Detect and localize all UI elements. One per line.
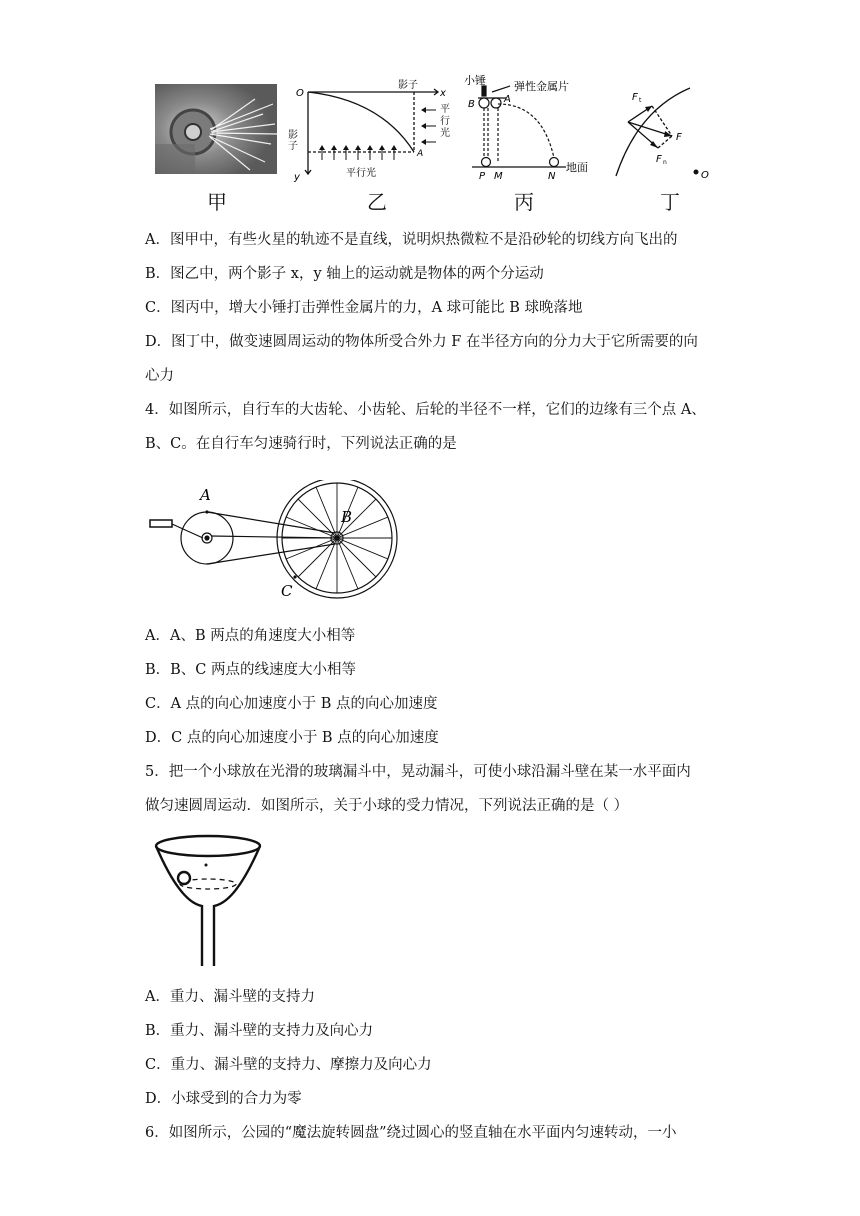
q6-stem-line1: 6．如图所示，公园的“魔法旋转圆盘”绕过圆心的竖直轴在水平面内匀速转动，一小 — [145, 1125, 677, 1141]
label-shadow-top: 影子 — [398, 80, 418, 91]
q4-stem-line1: 4．如图所示，自行车的大齿轮、小齿轮、后轮的半径不一样，它们的边缘有三个点 A、 — [145, 402, 706, 418]
q3-option-d-cont: 心力 — [145, 368, 174, 384]
label-A: A — [200, 486, 211, 504]
label-Ft: F — [632, 92, 638, 103]
label-F: F — [676, 132, 682, 143]
caption-bing: 丙 — [514, 190, 534, 214]
q5-option-b: B．重力、漏斗壁的支持力及向心力 — [145, 1023, 374, 1039]
label-Ft-sub: t — [639, 97, 642, 104]
label-M: M — [494, 171, 503, 182]
label-y: y — [294, 172, 300, 183]
q3-option-d: D．图丁中，做变速圆周运动的物体所受合外力 F 在半径方向的分力大于它所需要的向 — [145, 334, 698, 350]
q4-option-b: B．B、C 两点的线速度大小相等 — [145, 662, 357, 678]
label-A: A — [417, 149, 424, 159]
label-plate: 弹性金属片 — [514, 80, 569, 93]
caption-yi: 乙 — [367, 190, 387, 214]
label-A: A — [504, 94, 511, 105]
label-parallel-bottom: 平行光 — [346, 168, 376, 179]
label-P: P — [479, 171, 486, 182]
figure-ding-diagram — [608, 82, 712, 182]
label-B: B — [341, 508, 353, 526]
q4-stem-line2: B、C。在自行车匀速骑行时，下列说法正确的是 — [145, 436, 457, 452]
figure-jia-photo — [155, 84, 277, 174]
figure-funnel — [150, 832, 270, 968]
q5-option-c: C．重力、漏斗壁的支持力、摩擦力及向心力 — [145, 1057, 432, 1073]
label-parallel-right: 平行光 — [440, 104, 450, 139]
q5-stem-line2: 做匀速圆周运动．如图所示，关于小球的受力情况，下列说法正确的是（ ） — [145, 798, 629, 814]
label-N: N — [548, 171, 556, 182]
q4-option-c: C．A 点的向心加速度小于 B 点的向心加速度 — [145, 696, 438, 712]
label-B: B — [468, 99, 475, 110]
q4-option-d: D．C 点的向心加速度小于 B 点的向心加速度 — [145, 730, 439, 746]
q4-option-a: A．A、B 两点的角速度大小相等 — [145, 628, 356, 644]
label-shadow-left: 影子 — [288, 130, 298, 152]
label-ground: 地面 — [566, 161, 588, 174]
label-O: O — [701, 170, 709, 181]
label-C: C — [281, 582, 293, 600]
label-Fn-sub: n — [663, 159, 667, 166]
caption-jia: 甲 — [207, 190, 227, 214]
figure-bicycle — [145, 480, 415, 605]
label-x: x — [440, 88, 446, 99]
label-O: O — [296, 88, 304, 99]
label-hammer: 小锤 — [464, 74, 486, 87]
caption-ding: 丁 — [660, 190, 680, 214]
label-Fn: F — [656, 154, 662, 165]
figure-yi-diagram — [286, 78, 448, 184]
q3-option-c: C．图丙中，增大小锤打击弹性金属片的力，A 球可能比 B 球晚落地 — [145, 300, 583, 316]
q3-option-a: A．图甲中，有些火星的轨迹不是直线，说明炽热微粒不是沿砂轮的切线方向飞出的 — [145, 232, 678, 248]
q5-option-d: D．小球受到的合力为零 — [145, 1091, 302, 1107]
q3-option-b: B．图乙中，两个影子 x，y 轴上的运动就是物体的两个分运动 — [145, 266, 544, 282]
q5-stem-line1: 5．把一个小球放在光滑的玻璃漏斗中，晃动漏斗，可使小球沿漏斗壁在某一水平面内 — [145, 764, 691, 780]
figure-bing-diagram — [462, 72, 602, 184]
q5-option-a: A．重力、漏斗壁的支持力 — [145, 989, 315, 1005]
